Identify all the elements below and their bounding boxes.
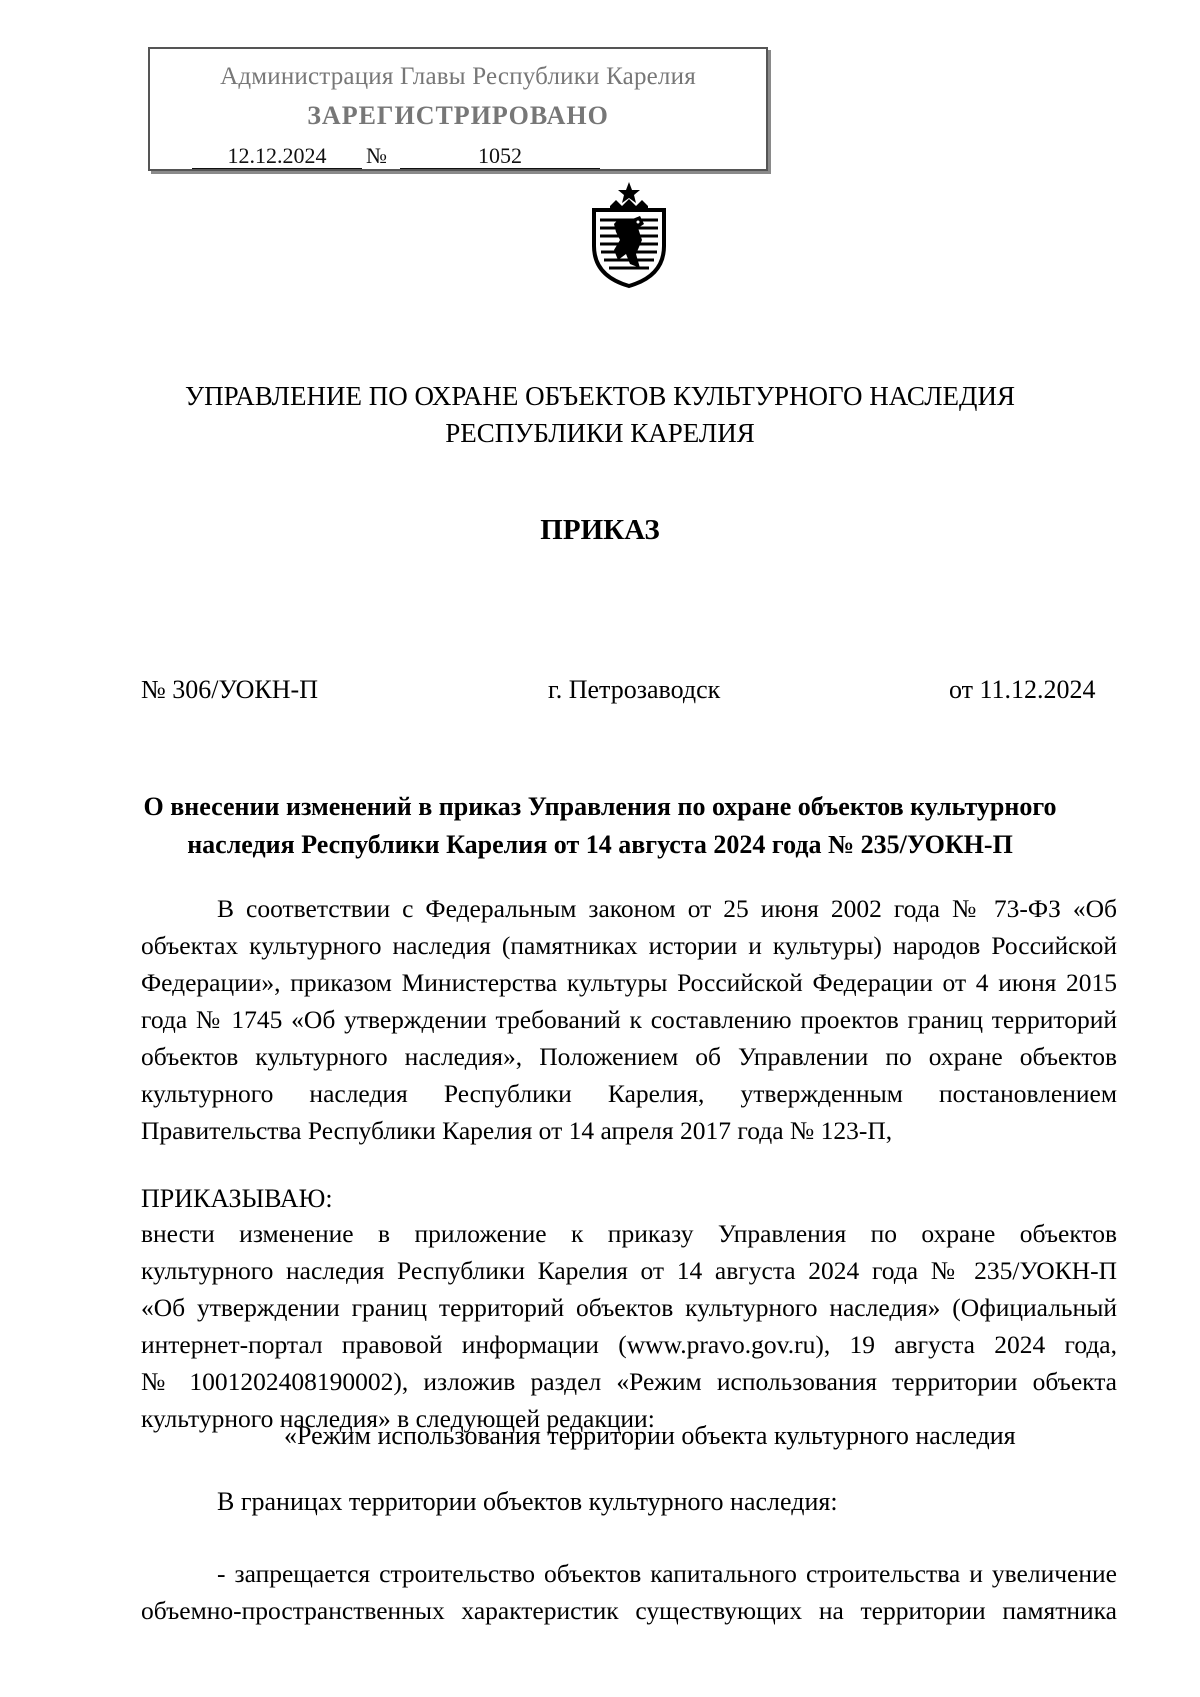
decision-line: культурного наследия» в следующей редакции: (141, 1404, 655, 1433)
order-date: от 11.12.2024 (949, 675, 1096, 704)
decision-line: интернет-портал правовой информации (www.pravo.gov.ru), 19 августа 2024 года, (141, 1330, 1117, 1359)
stamp-number-sign: № (366, 143, 387, 168)
decision-line: культурного наследия Республики Карелия от 14 августа 2024 года № 235/УОКН-П (141, 1256, 1117, 1285)
preamble-line: года № 1745 «Об утверждении требований к составлению проектов границ территорий (141, 1005, 1117, 1034)
decision-paragraph (141, 1215, 1117, 1437)
preamble-paragraph (141, 890, 1117, 1149)
preamble-line: объектов культурного наследия», Положением об Управлении по охране объектов (141, 1042, 1117, 1071)
preamble-line: Правительства Республики Карелия от 14 апреля 2017 года № 123-П, (141, 1116, 893, 1145)
subject-line-1: О внесении изменений в приказ Управления по охране объектов культурного (143, 792, 1057, 821)
preamble-line: Федерации», приказом Министерства культуры Российской Федерации от 4 июня 2015 (141, 968, 1117, 997)
decision-line: внести изменение в приложение к приказу Управления по охране объектов (141, 1219, 1117, 1248)
stamp-authority: Администрация Главы Республики Карелия (220, 63, 696, 90)
rule-paragraph (141, 1555, 1117, 1629)
stamp-number: 1052 (400, 144, 600, 169)
preamble-line: культурного наследия Республики Карелия, утвержденным постановлением (141, 1079, 1117, 1108)
rule-line: объемно-пространственных характеристик существующих на территории памятника (141, 1596, 1117, 1625)
registration-stamp (148, 47, 768, 171)
boundaries-intro: В границах территории объектов культурного наследия: (217, 1487, 838, 1516)
stamp-status: ЗАРЕГИСТРИРОВАНО (307, 101, 609, 130)
organization-line-1: УПРАВЛЕНИЕ ПО ОХРАНЕ ОБЪЕКТОВ КУЛЬТУРНОГО НАСЛЕДИЯ (185, 381, 1015, 411)
document-type-title: ПРИКАЗ (540, 514, 660, 546)
organization-line-2: РЕСПУБЛИКИ КАРЕЛИЯ (445, 418, 755, 448)
order-verb: ПРИКАЗЫВАЮ: (141, 1184, 333, 1213)
preamble-line: В соответствии с Федеральным законом от 25 июня 2002 года № 73-ФЗ «Об (217, 894, 1117, 923)
order-number: № 306/УОКН-П (141, 675, 318, 704)
section-title-quote: «Режим использования территории объекта культурного наследия (284, 1421, 1016, 1450)
subject-line-2: наследия Республики Карелия от 14 августа 2024 года № 235/УОКН-П (187, 830, 1013, 859)
decision-line: № 1001202408190002), изложив раздел «Режим использования территории объекта (141, 1367, 1117, 1396)
preamble-line: объектах культурного наследия (памятниках истории и культуры) народов Российской (141, 931, 1117, 960)
order-city: г. Петрозаводск (548, 675, 721, 704)
coat-of-arms-icon (582, 180, 676, 290)
stamp-date: 12.12.2024 (192, 144, 362, 169)
decision-line: «Об утверждении границ территорий объектов культурного наследия» (Официальный (141, 1293, 1117, 1322)
rule-line: - запрещается строительство объектов капитального строительства и увеличение (217, 1559, 1117, 1588)
